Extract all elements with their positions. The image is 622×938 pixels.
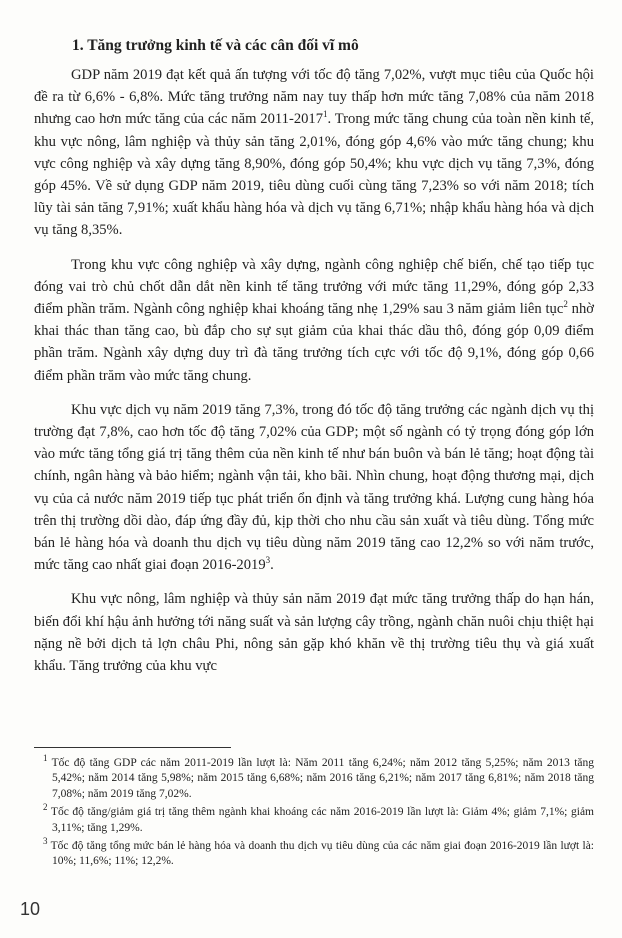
footnote-2 (34, 802, 594, 836)
paragraph-text: GDP năm 2019 đạt kết quả ấn tượng với tốc độ tăng 7,02%, vượt mục tiêu của Quốc hội đề ra từ 6,6% - 6,8%. Mức tăng trưởng năm nay tuy thấp hơn mức tăng 7,08% của năm 2018 nhưng cao hơn mức tăng của các năm 2011-2017 (34, 67, 594, 128)
footnote-ref-1: 1 (323, 109, 328, 120)
page-number: 10 (20, 899, 41, 919)
footnote-separator (34, 747, 231, 748)
paragraph-text: nhờ khai thác than tăng cao, bù đắp cho sự sụt giảm của khai thác dầu thô, đóng góp 0,09 điểm phần trăm. Ngành xây dựng duy trì đà tăng trưởng tích cực với tốc độ 9,1%, đóng góp 0,66 điểm phần trăm vào mức tăng chung. (34, 301, 594, 384)
footnotes (34, 753, 595, 873)
body-text (34, 64, 594, 689)
footnote-text: Tốc độ tăng/giảm giá trị tăng thêm ngành khai khoáng các năm 2016-2019 lần lượt là: Giảm 4%; giảm 7,1%; giảm 3,11%; tăng 1,29%. (50, 806, 594, 834)
paragraph-industry-construction (34, 254, 594, 387)
footnote-mark: 1 (43, 753, 48, 764)
footnote-text: Tốc độ tăng GDP các năm 2011-2019 lần lượt là: Năm 2011 tăng 6,24%; năm 2012 tăng 5,25%; năm 2013 tăng 5,42%; năm 2014 tăng 5,98%; năm 2015 tăng 6,68%; năm 2016 tăng 6,21%; năm 2017 tăng 6,81%; năm 2018 tăng 7,08%; năm 2019 tăng 7,02%. (51, 757, 594, 800)
footnote-text: Tốc độ tăng tổng mức bán lẻ hàng hóa và doanh thu dịch vụ tiêu dùng của các năm giai đoạn 2016-2019 lần lượt là: 10%; 11,6%; 11%; 12,2%. (50, 840, 595, 868)
paragraph-text: . Trong mức tăng chung của toàn nền kinh tế, khu vực nông, lâm nghiệp và thủy sản tăng 2,01%, đóng góp 4,6% vào mức tăng chung; khu vực công nghiệp và xây dựng tăng 8,90%, đóng góp 50,4%; khu vực dịch vụ tăng 7,3%, đóng góp 45%. Về sử dụng GDP năm 2019, tiêu dùng cuối cùng tăng 7,23% so với năm 2018; tích lũy tài sản tăng 7,91%; xuất khẩu hàng hóa và dịch vụ tăng 6,71%; nhập khẩu hàng hóa và dịch vụ tăng 8,35%. (34, 111, 595, 239)
section-heading: 1. Tăng trưởng kinh tế và các cân đối vĩ mô (72, 37, 359, 54)
footnote-ref-2: 2 (563, 299, 568, 310)
footnote-1 (34, 753, 594, 802)
paragraph-agriculture (34, 588, 594, 677)
paragraph-services (34, 399, 594, 577)
footnote-mark: 3 (43, 836, 48, 847)
paragraph-text: Trong khu vực công nghiệp và xây dựng, ngành công nghiệp chế biến, chế tạo tiếp tục đóng vai trò chủ chốt dẫn dắt nền kinh tế tăng trưởng với mức tăng 11,29%, đóng góp 2,33 điểm phần trăm. Ngành công nghiệp khai khoáng tăng nhẹ 1,29% sau 3 năm giảm liên tục (34, 256, 594, 318)
paragraph-gdp-growth (34, 64, 594, 242)
paragraph-text: . (270, 557, 274, 574)
footnote-mark: 2 (43, 802, 48, 813)
paragraph-text: Khu vực dịch vụ năm 2019 tăng 7,3%, trong đó tốc độ tăng trưởng các ngành dịch vụ thị trường đạt 7,8%, cao hơn tốc độ tăng 7,02% của GDP; một số ngành có tỷ trọng đóng góp lớn vào mức tăng tổng giá trị tăng thêm của nền kinh tế như bán buôn và bán lẻ tăng; hoạt động tài chính, ngân hàng và bảo hiểm; ngành vận tải, kho bãi. Nhìn chung, hoạt động thương mại, dịch vụ của cả nước năm 2019 tiếp tục phát triển ổn định và tăng trưởng khá. Lượng cung hàng hóa trên thị trường dồi dào, đáp ứng đầy đủ, kịp thời cho nhu cầu sản xuất và tiêu dùng. Tổng mức bán lẻ hàng hóa và doanh thu dịch vụ tiêu dùng năm 2019 tăng cao 12,2% so với năm trước, mức tăng cao nhất giai đoạn 2016-2019 (34, 401, 594, 574)
footnote-ref-3: 3 (265, 555, 271, 566)
paragraph-text: Khu vực nông, lâm nghiệp và thủy sản năm 2019 đạt mức tăng trưởng thấp do hạn hán, biến đổi khí hậu ảnh hưởng tới năng suất và sản lượng cây trồng, ngành chăn nuôi chịu thiệt hại nặng nề bởi dịch tả lợn châu Phi, nông sản gặp khó khăn về thị trường tiêu thụ và giá xuất khẩu. Tăng trưởng của khu vực (34, 591, 594, 675)
footnote-3 (34, 836, 595, 870)
